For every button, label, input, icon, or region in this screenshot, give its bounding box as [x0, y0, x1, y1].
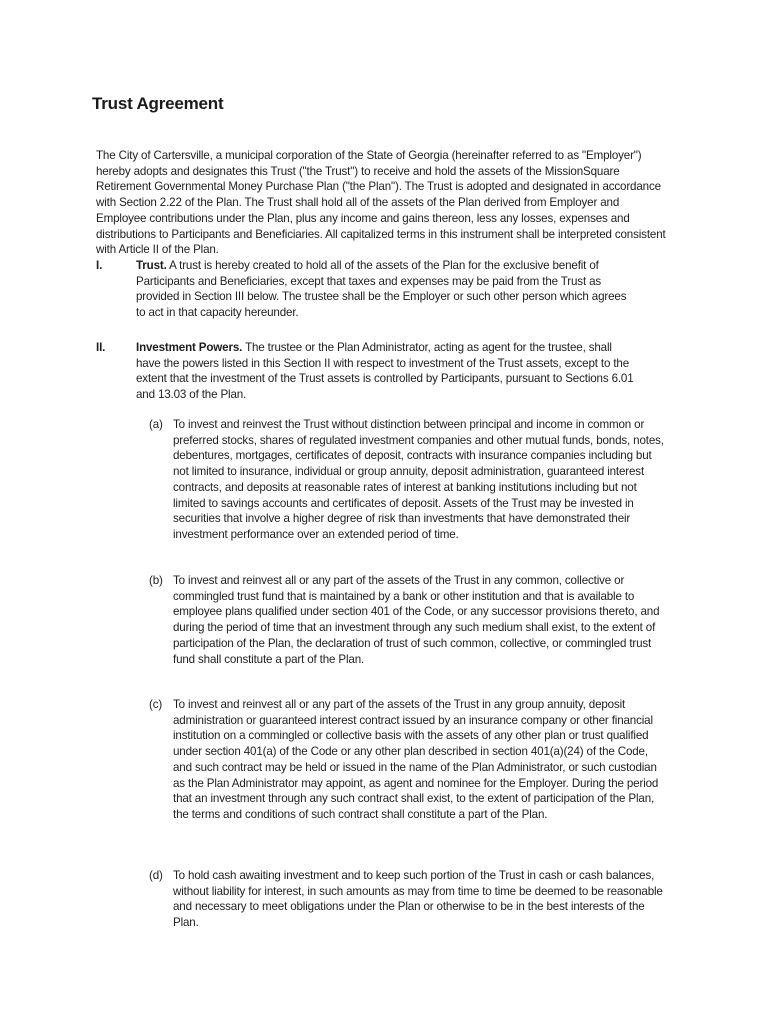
- subsection-a: [149, 417, 669, 543]
- subsection-letter: (b): [149, 574, 163, 587]
- section-text: A trust is hereby created to hold all of the assets of the Plan for the exclusive benefit of Participants and Beneficiaries, except that taxes and expenses may be paid from the Trust as provided in Section III below. The trustee shall be the Employer or such other person which agrees to act in that capacity hereunder.: [136, 259, 627, 320]
- intro-paragraph: The City of Cartersville, a municipal corporation of the State of Georgia (hereinafter referred to as "Employer") hereby adopts and designates this Trust ("the Trust") to receive and hold the assets of the MissionSquare Retirement Governmental Money Purchase Plan ("the Plan"). The Trust is adopted and designated in accordance with Section 2.22 of the Plan. The Trust shall hold all of the assets of the Plan derived from Employer and Employee contributions under the Plan, plus any income and gains thereon, less any losses, expenses and distributions to Participants and Beneficiaries. All capitalized terms in this instrument shall be interpreted consistent with Article II of the Plan.: [96, 149, 666, 257]
- section-text: The trustee or the Plan Administrator, acting as agent for the trustee, shall have the powers listed in this Section II with respect to investment of the Trust assets, except to the extent that the investment of the Trust assets is controlled by Participants, pursuant to Sections 6.01 and 13.03 of the Plan.: [136, 341, 634, 402]
- subsection-text: To invest and reinvest the Trust without distinction between principal and income in common or preferred stocks, shares of regulated investment companies and other mutual funds, bonds, notes, debentures, mortgages, certificates of deposit, contracts with insurance companies including but not limited to insurance, individual or group annuity, deposit administration, guaranteed interest contracts, and deposits at reasonable rates of interest at banking institutions including but not limited to savings accounts and certificates of deposit. Assets of the Trust may be invested in securities that involve a higher degree of risk than investments that have demonstrated their investment performance over an extended period of time.: [173, 418, 664, 541]
- subsection-letter: (a): [149, 418, 163, 431]
- subsection-text: To hold cash awaiting investment and to keep such portion of the Trust in cash or cash balances, without liability for interest, in such amounts as may from time to time be deemed to be reasonable and necessary to meet obligations under the Plan or otherwise to be in the best interests of the Plan.: [173, 869, 663, 930]
- section-body: [136, 340, 636, 403]
- subsection-letter: (c): [149, 698, 163, 711]
- subsection-b: [149, 573, 669, 667]
- document-title: Trust Agreement: [92, 94, 224, 113]
- section-heading: Investment Powers.: [136, 341, 243, 354]
- section-number: I.: [96, 259, 103, 272]
- subsection-text: To invest and reinvest all or any part of the assets of the Trust in any group annuity, deposit administration or guaranteed interest contract issued by an insurance company or other financial institution on a commingled or collective basis with the assets of any other plan or trust qualified under section 401(a) of the Code or any other plan described in section 401(a)(24) of the Code, and such contract may be held or issued in the name of the Plan Administrator, or such custodian as the Plan Administrator may appoint, as agent and nominee for the Employer. During the period that an investment through any such contract shall exist, to the extent of participation of the Plan, the terms and conditions of such contract shall constitute a part of the Plan.: [173, 698, 659, 821]
- section-investment-powers: [96, 340, 670, 403]
- subsection-letter: (d): [149, 869, 163, 882]
- subsection-text: To invest and reinvest all or any part of the assets of the Trust in any common, collective or commingled trust fund that is maintained by a bank or other institution and that is available to employee plans qualified under section 401 of the Code, or any successor provisions thereto, and during the period of time that an investment through any such medium shall exist, to the extent of participation of the Plan, the declaration of trust of such common, collective, or commingled trust fund shall constitute a part of the Plan.: [173, 574, 660, 666]
- subsection-d: [149, 868, 669, 931]
- section-trust: [96, 258, 670, 321]
- subsection-c: [149, 697, 669, 823]
- section-body: [136, 258, 636, 321]
- section-heading: Trust.: [136, 259, 167, 272]
- section-number: II.: [96, 341, 106, 354]
